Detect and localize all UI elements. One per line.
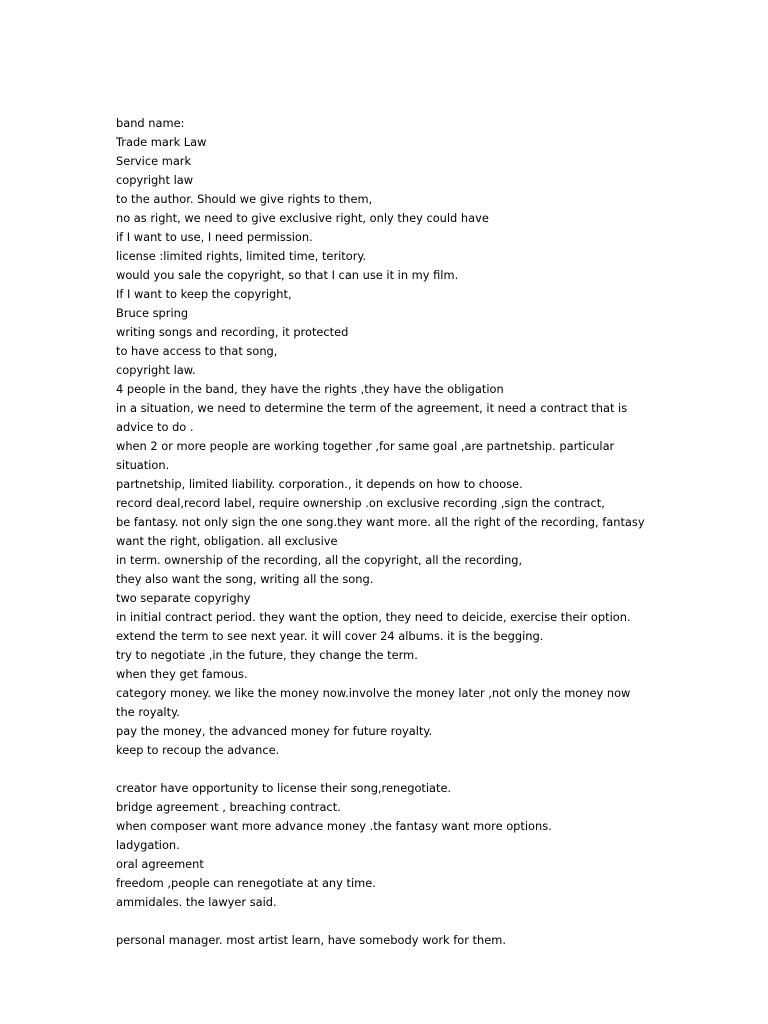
text-line: extend the term to see next year. it will cover 24 albums. it is the begging. xyxy=(116,629,544,643)
text-line: to have access to that song, xyxy=(116,344,278,358)
text-line: freedom ,people can renegotiate at any time. xyxy=(116,876,376,890)
blank-line xyxy=(116,760,661,779)
text-line: when they get famous. xyxy=(116,667,248,681)
text-line: they also want the song, writing all the song. xyxy=(116,572,374,586)
blank-line xyxy=(116,912,661,931)
text-line: copyright law xyxy=(116,173,194,187)
text-line: ladygation. xyxy=(116,838,180,852)
text-line: when 2 or more people are working together ,for same goal ,are partnetship. particular situation. xyxy=(116,439,615,472)
text-line: in a situation, we need to determine the term of the agreement, it need a contract that is advice to do . xyxy=(116,401,628,434)
text-line: If I want to keep the copyright, xyxy=(116,287,292,301)
text-line: category money. we like the money now.involve the money later ,not only the money now xyxy=(116,686,631,700)
document-body xyxy=(116,114,661,950)
text-line: two separate copyrighy xyxy=(116,591,251,605)
text-line: ammidales. the lawyer said. xyxy=(116,895,277,909)
text-line: in initial contract period. they want the option, they need to deicide, exercise their option. xyxy=(116,610,631,624)
text-line: in term. ownership of the recording, all the copyright, all the recording, xyxy=(116,553,523,567)
text-line: 4 people in the band, they have the rights ,they have the obligation xyxy=(116,382,504,396)
text-line: no as right, we need to give exclusive right, only they could have xyxy=(116,211,489,225)
text-line: copyright law. xyxy=(116,363,196,377)
text-line: creator have opportunity to license their song,renegotiate. xyxy=(116,781,452,795)
text-line: record deal,record label, require ownership .on exclusive recording ,sign the contract, xyxy=(116,496,605,510)
text-line: Service mark xyxy=(116,154,192,168)
text-line: personal manager. most artist learn, have somebody work for them. xyxy=(116,933,506,947)
text-line: the royalty. xyxy=(116,705,180,719)
text-line: oral agreement xyxy=(116,857,204,871)
text-line: try to negotiate ,in the future, they change the term. xyxy=(116,648,418,662)
text-line: to the author. Should we give rights to them, xyxy=(116,192,373,206)
text-line: Bruce spring xyxy=(116,306,189,320)
text-line: if I want to use, I need permission. xyxy=(116,230,313,244)
text-line: partnetship, limited liability. corporation., it depends on how to choose. xyxy=(116,477,523,491)
text-line: band name: xyxy=(116,116,185,130)
text-line: writing songs and recording, it protected xyxy=(116,325,349,339)
text-line: license :limited rights, limited time, teritory. xyxy=(116,249,367,263)
text-line: keep to recoup the advance. xyxy=(116,743,280,757)
text-line: would you sale the copyright, so that I can use it in my film. xyxy=(116,268,459,282)
text-line: bridge agreement , breaching contract. xyxy=(116,800,341,814)
text-line: Trade mark Law xyxy=(116,135,207,149)
text-line: be fantasy. not only sign the one song.they want more. all the right of the recording, fantasy want the right, obligation. all exclusive xyxy=(116,515,645,548)
text-line: pay the money, the advanced money for future royalty. xyxy=(116,724,433,738)
text-line: when composer want more advance money .the fantasy want more options. xyxy=(116,819,552,833)
